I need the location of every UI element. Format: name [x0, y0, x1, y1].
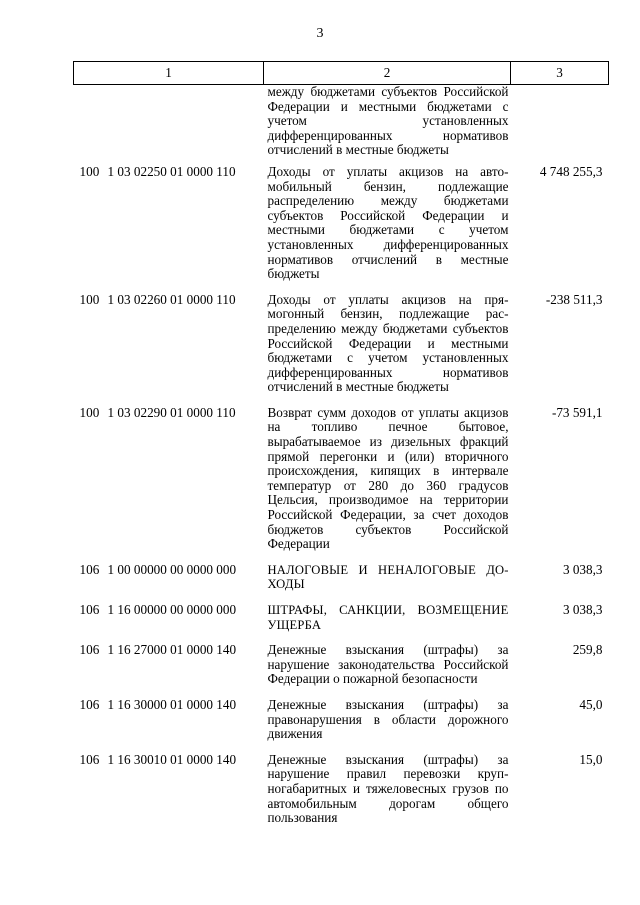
description-cell: Доходы от уплаты акцизов на автомобильный бензин, подлежащие распределению между бюджетами субъектов Российской Федерации и местными бюджетами с учетом установленных дифференцированных нормативов отчислений в местные бюджеты	[267, 163, 509, 282]
amount-cell: -238 511,3	[545, 291, 603, 307]
admin-code: 100	[79, 163, 100, 179]
table-row	[74, 753, 609, 837]
budget-classification-code: 1 03 02260 01 0000 110	[107, 291, 236, 307]
code-cell	[74, 753, 264, 837]
continuation-row	[74, 85, 609, 165]
revenue-table	[73, 61, 609, 837]
code-cell	[74, 165, 264, 293]
admin-code: 106	[79, 696, 100, 712]
table-row	[74, 293, 609, 406]
amount-cell: 3 038,3	[562, 561, 603, 577]
budget-classification-code: 1 16 27000 01 0000 140	[107, 642, 237, 658]
description-cell: Денежные взыскания (штрафы) за нарушение правил перевозки крупногабаритных и тяжеловесных грузов по автомобильным дорогам общего пользования	[267, 751, 509, 826]
table-row	[74, 406, 609, 563]
budget-classification-code: 1 16 30010 01 0000 140	[107, 751, 237, 767]
budget-classification-code: 1 03 02290 01 0000 110	[107, 404, 236, 420]
table-row	[74, 698, 609, 753]
page-number: 3	[316, 26, 324, 41]
description-cell: Денежные взыскания (штрафы) за нарушение законодательства Российской Федерации о пожарной безопасности	[267, 642, 509, 687]
amount-cell: 15,0	[579, 751, 603, 767]
admin-code: 106	[79, 561, 100, 577]
admin-code: 106	[79, 642, 100, 658]
continuation-code-cell	[74, 85, 264, 165]
code-cell	[74, 563, 264, 603]
code-cell	[74, 293, 264, 406]
table-row	[74, 603, 609, 643]
budget-classification-code: 1 16 30000 01 0000 140	[107, 696, 237, 712]
code-cell	[74, 603, 264, 643]
budget-classification-code: 1 03 02250 01 0000 110	[107, 163, 236, 179]
column-header-1: 1	[74, 62, 264, 85]
description-cell: Доходы от уплаты акцизов на прямогонный бензин, подлежащие распределению между бюджетами субъектов Российской Федерации и местными бюджетами с учетом установленных дифференцированных нормативов отчислений в местные бюджеты	[267, 291, 509, 395]
table-body	[74, 85, 609, 837]
admin-code: 106	[79, 602, 100, 617]
continuation-description: между бюджетами субъектов Российской Федерации и местными бюджетами с учетом установленных дифференцированных нормативов отчислений в местные бюджеты	[267, 84, 509, 158]
budget-classification-code: 1 16 00000 00 0000 000	[107, 602, 237, 617]
table-header	[74, 62, 609, 85]
amount-cell: 45,0	[579, 696, 603, 712]
amount-cell: -73 591,1	[551, 404, 603, 420]
admin-code: 100	[79, 291, 100, 307]
code-cell	[74, 643, 264, 698]
description-cell: ШТРАФЫ, САНКЦИИ, ВОЗМЕЩЕНИЕ УЩЕРБА	[267, 603, 509, 632]
code-cell	[74, 406, 264, 563]
amount-cell: 259,8	[572, 642, 603, 658]
admin-code: 106	[79, 751, 100, 767]
column-header-3: 3	[511, 62, 609, 85]
description-cell: Возврат сумм доходов от уплаты акцизов на топливо печное бытовое, вырабатываемое из дизельных фракций прямой перегонки и (или) вторичного происхождения, кипящих в интервале температур от 280 до 360 градусов Цельсия, производимое на территории Российской Федерации, за счет доходов бюджетов субъектов Российской Федерации	[267, 404, 509, 552]
description-cell: НАЛОГОВЫЕ И НЕНАЛОГОВЫЕ ДОХОДЫ	[267, 562, 509, 592]
table-row	[74, 643, 609, 698]
column-header-2: 2	[264, 62, 511, 85]
code-cell	[74, 698, 264, 753]
budget-classification-code: 1 00 00000 00 0000 000	[107, 561, 237, 577]
table-row	[74, 563, 609, 603]
amount-cell: 3 038,3	[562, 602, 603, 617]
continuation-amount-cell	[511, 85, 609, 165]
amount-cell: 4 748 255,3	[539, 163, 603, 179]
table-row	[74, 165, 609, 293]
description-cell: Денежные взыскания (штрафы) за правонарушения в области дорожного движения	[267, 696, 509, 742]
admin-code: 100	[79, 404, 100, 420]
